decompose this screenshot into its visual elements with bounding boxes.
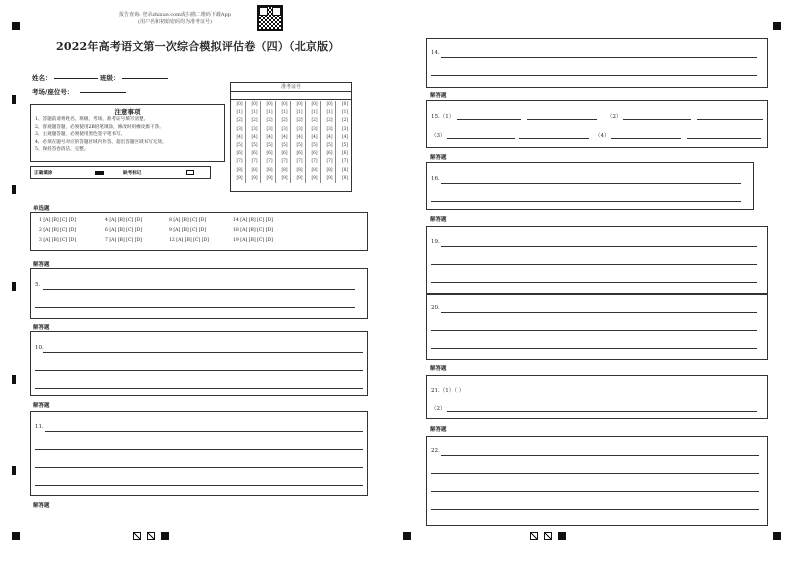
exam-id-bubble[interactable]: [1] — [251, 110, 258, 116]
barcode-mark-icon — [530, 532, 538, 540]
exam-id-bubble[interactable]: [2] — [236, 118, 243, 124]
exam-id-bubble[interactable]: [0] — [266, 102, 273, 107]
exam-id-column — [234, 101, 246, 183]
exam-id-bubble[interactable]: [4] — [341, 134, 349, 140]
question-number: 15.（1） — [431, 114, 455, 120]
exam-id-bubble[interactable]: [6] — [236, 151, 243, 157]
exam-id-bubble[interactable]: [7] — [311, 159, 318, 165]
exam-id-bubble[interactable]: [3] — [296, 126, 303, 132]
side-mark — [12, 95, 16, 104]
exam-id-bubble[interactable]: [0] — [311, 102, 318, 107]
answer-line[interactable] — [43, 352, 363, 353]
mc-question[interactable]: 6 [A] [B] [C] [D] — [105, 228, 142, 233]
exam-id-bubble[interactable]: [8] — [251, 167, 258, 173]
exam-id-bubble[interactable]: [3] — [326, 126, 333, 132]
class-field[interactable] — [122, 78, 168, 79]
answer-line[interactable] — [431, 473, 759, 474]
exam-id-bubble[interactable]: [5] — [266, 142, 273, 148]
answer-line[interactable] — [623, 119, 691, 120]
exam-id-bubble[interactable]: [1] — [326, 110, 333, 116]
exam-id-bubble[interactable]: [9] — [251, 175, 258, 181]
answer-line[interactable] — [441, 312, 757, 313]
question-subpart: （4） — [595, 133, 610, 139]
missing-mark-checkbox[interactable] — [186, 170, 194, 175]
exam-id-bubble[interactable]: [6] — [281, 151, 288, 157]
exam-id-column — [309, 101, 321, 183]
exam-id-grid — [230, 82, 352, 192]
registration-mark-top-right — [773, 22, 781, 30]
exam-id-bubble[interactable]: [1] — [281, 110, 288, 116]
answer-section-label: 解答题 — [33, 503, 50, 509]
exam-id-bubble[interactable]: [2] — [311, 118, 318, 124]
notice-title: 注意事项 — [114, 108, 141, 116]
page-title: 2022年高考语文第一次综合模拟评估卷（四）（北京版） — [56, 40, 340, 53]
mc-question[interactable]: 7 [A] [B] [C] [D] — [105, 238, 142, 243]
exam-id-bubble[interactable]: [1] — [266, 110, 273, 116]
exam-id-title: 准考证号 — [231, 83, 351, 92]
exam-id-bubble[interactable]: [3] — [311, 126, 318, 132]
answer-line[interactable] — [431, 348, 757, 349]
answer-line[interactable] — [519, 138, 589, 139]
exam-id-bubble[interactable]: [2] — [341, 118, 349, 124]
mc-question[interactable]: 2 [A] [B] [C] [D] — [39, 228, 76, 233]
side-mark — [12, 185, 16, 194]
exam-id-bubble[interactable]: [0] — [341, 102, 349, 107]
answer-line[interactable] — [441, 246, 757, 247]
exam-id-bubble[interactable]: [9] — [326, 175, 333, 181]
correct-fill-label: 正确填涂 — [34, 171, 53, 176]
name-field[interactable] — [54, 78, 98, 79]
side-mark — [12, 282, 16, 291]
answer-section-label: 解答题 — [33, 262, 50, 268]
report-hint-line2: (用户名和初始密码均为准考证号) — [138, 19, 212, 25]
seat-label: 考场/座位号： — [32, 88, 74, 96]
answer-box-q11 — [30, 411, 368, 496]
answer-box-q20 — [426, 294, 768, 360]
mc-question[interactable]: 9 [A] [B] [C] [D] — [169, 228, 206, 233]
answer-section-label: 解答题 — [33, 403, 50, 409]
exam-id-bubble[interactable]: [8] — [236, 167, 243, 173]
answer-section-label: 解答题 — [430, 93, 447, 99]
answer-line[interactable] — [611, 138, 681, 139]
question-subpart: （3） — [431, 133, 446, 139]
side-mark — [12, 466, 16, 475]
answer-section-label: 解答题 — [33, 325, 50, 331]
answer-line[interactable] — [431, 330, 757, 331]
question-number: 11. — [35, 424, 44, 430]
registration-mark-bottom-left — [12, 532, 20, 540]
answer-box-q21 — [426, 375, 768, 419]
answer-box-q15 — [426, 100, 768, 148]
answer-section-label: 解答题 — [430, 427, 447, 433]
exam-id-bubble[interactable]: [8] — [266, 167, 273, 173]
answer-section-label: 解答题 — [430, 155, 447, 161]
exam-id-column — [249, 101, 261, 183]
exam-id-bubble[interactable]: [7] — [266, 159, 273, 165]
exam-id-bubble[interactable]: [9] — [281, 175, 288, 181]
exam-id-bubble[interactable]: [8] — [281, 167, 288, 173]
question-subpart: （2） — [431, 406, 446, 412]
exam-id-bubble[interactable]: [0] — [296, 102, 303, 107]
exam-id-write-row — [231, 92, 351, 100]
class-label: 班级： — [100, 74, 120, 82]
missing-mark-label: 缺考标记 — [123, 171, 142, 176]
answer-box-q22 — [426, 436, 768, 526]
notice-item: 5、保持答卷清洁、完整。 — [35, 147, 89, 153]
question-number: 10. — [35, 345, 44, 351]
exam-id-bubble[interactable]: [2] — [326, 118, 333, 124]
registration-mark-top-left — [12, 22, 20, 30]
exam-id-bubble[interactable]: [6] — [296, 151, 303, 157]
exam-id-bubble[interactable]: [9] — [341, 175, 349, 181]
answer-line[interactable] — [687, 138, 761, 139]
exam-id-bubble[interactable]: [4] — [326, 134, 333, 140]
report-hint — [100, 12, 250, 26]
mc-question[interactable]: 14 [A] [B] [C] [D] — [233, 218, 273, 223]
barcode-mark-icon — [558, 532, 566, 540]
exam-id-bubble[interactable]: [3] — [341, 126, 349, 132]
exam-id-bubble[interactable]: [8] — [296, 167, 303, 173]
mc-section-label: 单选题 — [33, 206, 50, 212]
mc-question[interactable]: 4 [A] [B] [C] [D] — [105, 218, 142, 223]
notice-item: 4、必须在题号对应的答题区域内作答，超出答题区域书写无效。 — [35, 139, 167, 145]
answer-line[interactable] — [431, 264, 757, 265]
exam-id-column — [294, 101, 306, 183]
answer-line[interactable] — [35, 307, 355, 308]
exam-id-bubble[interactable]: [6] — [266, 151, 273, 157]
mc-col — [169, 216, 209, 246]
exam-id-bubble[interactable]: [9] — [266, 175, 273, 181]
exam-id-bubble[interactable]: [4] — [251, 134, 258, 140]
answer-line[interactable] — [43, 289, 355, 290]
question-number: 14. — [431, 50, 440, 56]
question-number: 16. — [431, 176, 440, 182]
exam-id-bubble[interactable]: [0] — [326, 102, 333, 107]
exam-id-bubble[interactable]: [8] — [311, 167, 318, 173]
mc-question[interactable]: 19 [A] [B] [C] [D] — [233, 238, 273, 243]
exam-id-bubble[interactable]: [7] — [251, 159, 258, 165]
answer-line[interactable] — [447, 138, 515, 139]
qr-code-icon — [257, 5, 283, 31]
notice-item: 3、主观题答题，必须使用黑色签字笔书写。 — [35, 132, 126, 138]
answer-line[interactable] — [441, 455, 759, 456]
answer-line[interactable] — [431, 491, 759, 492]
answer-line[interactable] — [35, 467, 363, 468]
exam-id-bubble[interactable]: [0] — [236, 102, 243, 107]
mc-box — [30, 212, 368, 251]
notice-item: 1、答题前请将姓名、班级、考场、准考证号填写清楚。 — [35, 117, 149, 122]
exam-id-bubble[interactable]: [9] — [311, 175, 318, 181]
exam-id-column — [264, 101, 276, 183]
mc-col — [233, 216, 273, 246]
barcode-mark-icon — [133, 532, 141, 540]
report-hint-line1: 报告查询: 登录zhixue.com或扫描二维码下载App — [119, 12, 231, 18]
notice-item: 2、客观题答题，必须使用2B铅笔填涂，修改时用橡皮擦干净。 — [35, 124, 164, 130]
question-number: 20. — [431, 305, 440, 311]
exam-id-bubble[interactable]: [5] — [311, 142, 318, 148]
answer-box-q16 — [426, 162, 754, 210]
answer-line[interactable] — [35, 449, 363, 450]
exam-id-bubble[interactable]: [0] — [281, 102, 288, 107]
exam-id-bubble[interactable]: [5] — [251, 142, 258, 148]
answer-box-q5 — [30, 268, 368, 319]
answer-box-q10 — [30, 331, 368, 396]
exam-id-bubble[interactable]: [5] — [326, 142, 333, 148]
exam-id-bubble[interactable]: [4] — [266, 134, 273, 140]
mc-question[interactable]: 1 [A] [B] [C] [D] — [39, 218, 76, 223]
exam-id-bubble[interactable]: [5] — [236, 142, 243, 148]
answer-line[interactable] — [431, 282, 757, 283]
answer-line[interactable] — [431, 75, 757, 76]
exam-id-bubble[interactable]: [0] — [251, 102, 258, 107]
answer-box-q14 — [426, 38, 768, 88]
exam-id-bubble[interactable]: [4] — [281, 134, 288, 140]
exam-id-bubble[interactable]: [7] — [341, 159, 349, 165]
fill-legend-box — [30, 166, 211, 179]
notice-list — [31, 116, 224, 154]
answer-line[interactable] — [697, 119, 763, 120]
barcode-mark-icon — [161, 532, 169, 540]
side-mark — [12, 375, 16, 384]
exam-id-bubble[interactable]: [1] — [236, 110, 243, 116]
answer-line[interactable] — [35, 388, 363, 389]
exam-id-bubble[interactable]: [5] — [341, 142, 349, 148]
exam-id-bubble[interactable]: [1] — [311, 110, 318, 116]
exam-id-bubble[interactable]: [8] — [341, 167, 349, 173]
exam-id-bubble[interactable]: [5] — [296, 142, 303, 148]
exam-id-bubble[interactable]: [6] — [326, 151, 333, 157]
answer-line[interactable] — [441, 57, 757, 58]
seat-field[interactable] — [80, 92, 126, 93]
registration-mark-bottom-right — [773, 532, 781, 540]
exam-id-bubble[interactable]: [4] — [236, 134, 243, 140]
exam-id-bubble[interactable]: [3] — [266, 126, 273, 132]
mc-col — [39, 216, 76, 246]
exam-id-bubble[interactable]: [1] — [296, 110, 303, 116]
registration-mark-bottom-mid-left — [403, 532, 411, 540]
mc-question[interactable]: 3 [A] [B] [C] [D] — [39, 238, 76, 243]
barcode-mark-icon — [544, 532, 552, 540]
exam-id-bubble[interactable]: [7] — [326, 159, 333, 165]
question-number: 19. — [431, 239, 440, 245]
exam-id-bubble[interactable]: [2] — [281, 118, 288, 124]
exam-id-bubble[interactable]: [2] — [296, 118, 303, 124]
exam-id-bubble[interactable]: [8] — [326, 167, 333, 173]
notice-box — [30, 104, 225, 162]
exam-id-bubble[interactable]: [7] — [236, 159, 243, 165]
exam-id-bubble[interactable]: [9] — [296, 175, 303, 181]
exam-id-bubble[interactable]: [3] — [281, 126, 288, 132]
answer-line[interactable] — [457, 119, 521, 120]
answer-box-q19 — [426, 226, 768, 294]
exam-id-bubble[interactable]: [3] — [236, 126, 243, 132]
exam-id-column — [339, 101, 351, 183]
exam-id-bubble[interactable]: [2] — [251, 118, 258, 124]
exam-id-bubble[interactable]: [7] — [296, 159, 303, 165]
exam-id-bubble[interactable]: [6] — [311, 151, 318, 157]
answer-line[interactable] — [441, 183, 741, 184]
exam-id-bubble[interactable]: [6] — [251, 151, 258, 157]
answer-line[interactable] — [35, 370, 363, 371]
answer-line[interactable] — [447, 411, 757, 412]
exam-id-bubble[interactable]: [4] — [311, 134, 318, 140]
answer-section-label: 解答题 — [430, 366, 447, 372]
mc-col — [105, 216, 142, 246]
answer-line[interactable] — [431, 201, 741, 202]
question-number: 5. — [35, 282, 41, 288]
answer-line[interactable] — [431, 509, 759, 510]
answer-line[interactable] — [527, 119, 597, 120]
question-number: 21.（1）（ ） — [431, 388, 465, 394]
mc-question[interactable]: 8 [A] [B] [C] [D] — [169, 218, 206, 223]
mc-question[interactable]: 18 [A] [B] [C] [D] — [233, 228, 273, 233]
exam-id-bubble[interactable]: [6] — [341, 151, 349, 157]
exam-id-bubble[interactable]: [5] — [281, 142, 288, 148]
name-label: 姓名： — [32, 74, 52, 82]
correct-fill-sample — [95, 171, 104, 175]
exam-id-bubble[interactable]: [9] — [236, 175, 243, 181]
answer-section-label: 解答题 — [430, 217, 447, 223]
answer-line[interactable] — [35, 485, 363, 486]
exam-id-bubble[interactable]: [4] — [296, 134, 303, 140]
answer-line[interactable] — [45, 431, 363, 432]
exam-id-bubble[interactable]: [1] — [341, 110, 349, 116]
question-number: 22. — [431, 448, 440, 454]
exam-id-column — [279, 101, 291, 183]
exam-id-bubble[interactable]: [7] — [281, 159, 288, 165]
exam-id-column — [324, 101, 336, 183]
exam-id-bubble[interactable]: [3] — [251, 126, 258, 132]
mc-question[interactable]: 12 [A] [B] [C] [D] — [169, 238, 209, 243]
barcode-mark-icon — [147, 532, 155, 540]
question-subpart: （2） — [607, 114, 622, 120]
exam-id-bubble[interactable]: [2] — [266, 118, 273, 124]
